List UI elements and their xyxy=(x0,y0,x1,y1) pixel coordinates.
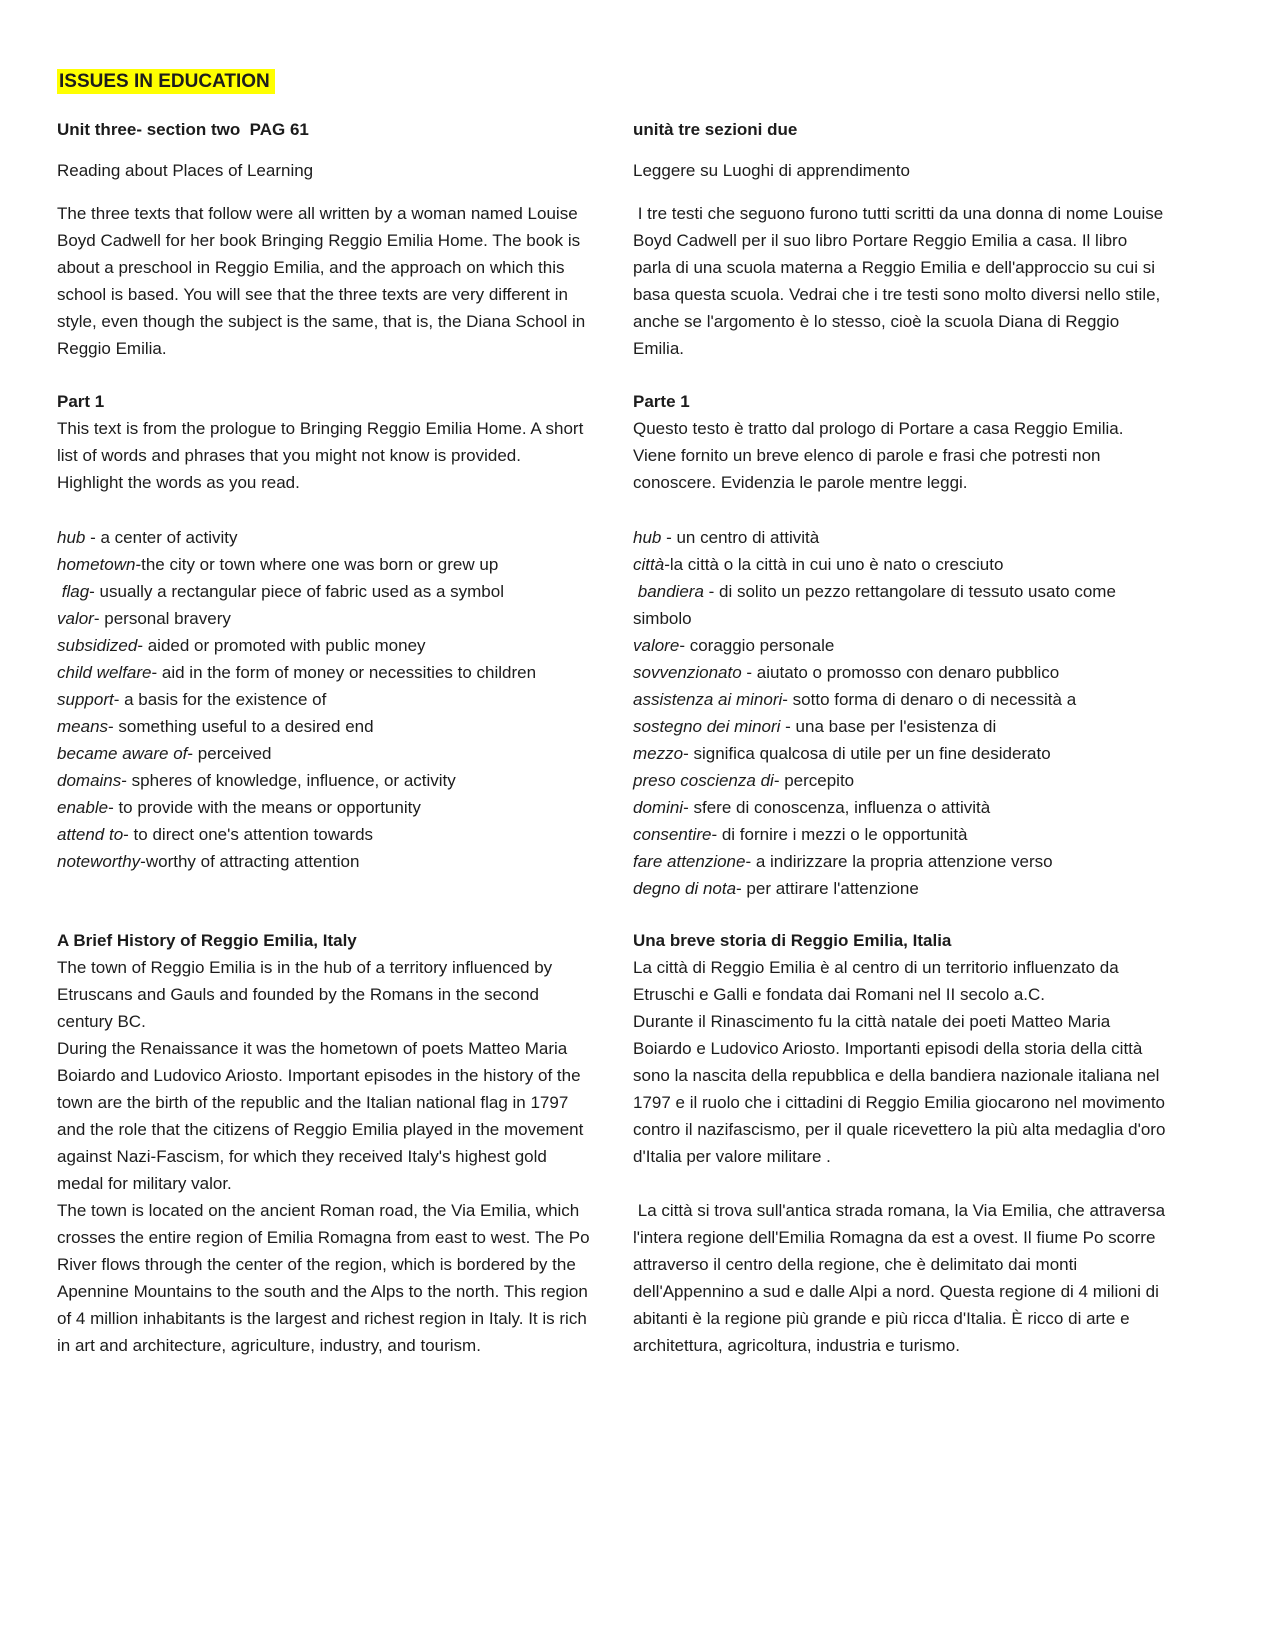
glossary-definition: - aid in the form of money or necessities to children xyxy=(151,663,537,682)
glossary-term: domains xyxy=(57,771,122,790)
glossary-definition: - a center of activity xyxy=(85,528,238,547)
intro-paragraph-english: The three texts that follow were all written by a woman named Louise Boyd Cadwell for her book Bringing Reggio Emilia Home. The book is about a preschool in Reggio Emilia, and the approach on which this school is based. You will see that the three texts are very different in style, even though the subject is the same, that is, the Diana School in Reggio Emilia. xyxy=(57,204,590,358)
glossary-item xyxy=(633,794,1166,821)
history-paragraph: The town of Reggio Emilia is in the hub of a territory influenced by Etruscans and Gauls and founded by the Romans in the second century BC. xyxy=(57,958,557,1031)
history-paragraph: La città di Reggio Emilia è al centro di un territorio influenzato da Etruschi e Galli e fondata dai Romani nel II secolo a.C. xyxy=(633,958,1124,1004)
glossary-definition: - aiutato o promosso con denaro pubblico xyxy=(741,663,1060,682)
glossary-definition: -la città o la città in cui uno è nato o cresciuto xyxy=(664,555,1004,574)
glossary-item xyxy=(57,524,590,551)
glossary-definition: - to direct one's attention towards xyxy=(123,825,374,844)
glossary-item xyxy=(57,848,590,875)
page-title: ISSUES IN EDUCATION xyxy=(57,69,275,94)
column-english xyxy=(57,68,595,1650)
glossary-item xyxy=(633,767,1166,794)
glossary-term: hometown xyxy=(57,555,136,574)
glossary-definition: - to provide with the means or opportunity xyxy=(108,798,421,817)
glossary-term: sovvenzionato xyxy=(633,663,742,682)
glossary-term: child welfare xyxy=(57,663,152,682)
glossary-item xyxy=(633,875,1166,902)
glossary-definition: - personal bravery xyxy=(93,609,231,628)
history-paragraph: During the Renaissance it was the hometown of poets Matteo Maria Boiardo and Ludovico Ariosto. Important episodes in the history of the town are the birth of the republic and the Italian national flag in 1797 and the role that the citizens of Reggio Emilia played in the movement against Nazi-Fascism, for which they received Italy's highest gold medal for military valor. xyxy=(57,1039,589,1193)
glossary-item xyxy=(57,605,590,632)
glossary-term: consentire xyxy=(633,825,712,844)
history-heading-italian: Una breve storia di Reggio Emilia, Italia xyxy=(633,931,952,950)
glossary-term: support xyxy=(57,690,114,709)
glossary-term: fare attenzione xyxy=(633,852,746,871)
glossary-item xyxy=(633,686,1166,713)
part1-heading-italian: Parte 1 xyxy=(633,392,690,411)
glossary-item xyxy=(57,713,590,740)
glossary-definition: - di solito un pezzo rettangolare di tessuto usato come simbolo xyxy=(633,582,1121,628)
glossary-item xyxy=(57,551,590,578)
glossary-list-italian xyxy=(633,524,1166,902)
glossary-definition: - aided or promoted with public money xyxy=(137,636,426,655)
glossary-definition: - una base per l'esistenza di xyxy=(780,717,997,736)
glossary-term: valore xyxy=(633,636,680,655)
history-paragraph: La città si trova sull'antica strada romana, la Via Emilia, che attraversa l'intera regione dell'Emilia Romagna da est a ovest. Il fiume Po scorre attraverso il centro della regione, che è delimitato dai monti dell'Appennino a sud e dalle Alpi a nord. Questa regione di 4 milioni di abitanti è la regione più grande e più ricca d'Italia. È ricco di arte e architettura, agricoltura, industria e turismo. xyxy=(633,1201,1170,1355)
history-paragraph: The town is located on the ancient Roman road, the Via Emilia, which crosses the entire region of Emilia Romagna from east to west. The Po River flows through the center of the region, which is bordered by the Apennine Mountains to the south and the Alps to the north. This region of 4 million inhabitants is the largest and richest region in Italy. It is rich in art and architecture, agriculture, industry, and tourism. xyxy=(57,1201,595,1355)
history-paragraph: Durante il Rinascimento fu la città natale dei poeti Matteo Maria Boiardo e Ludovico Ariosto. Importanti episodi della storia della città sono la nascita della repubblica e della bandiera nazionale italiana nel 1797 e il ruolo che i cittadini di Reggio Emilia giocarono nel movimento contro il nazifascismo, per il quale ricevettero la più alta medaglia d'oro d'Italia per valore militare . xyxy=(633,1012,1171,1166)
glossary-term: means xyxy=(57,717,109,736)
glossary-term: bandiera xyxy=(633,582,704,601)
glossary-definition: - per attirare l'attenzione xyxy=(736,879,919,898)
glossary-item xyxy=(57,821,590,848)
reading-subheading-english: Reading about Places of Learning xyxy=(57,161,314,180)
glossary-item xyxy=(633,551,1166,578)
glossary-term: preso coscienza di xyxy=(633,771,774,790)
glossary-item xyxy=(633,848,1166,875)
history-section-italian xyxy=(633,954,1171,1359)
unit-heading-english: Unit three- section two PAG 61 xyxy=(57,120,309,139)
part1-block-italian xyxy=(633,388,1166,496)
glossary-term: assistenza ai minori xyxy=(633,690,783,709)
glossary-definition: - perceived xyxy=(187,744,272,763)
part1-heading-english: Part 1 xyxy=(57,392,105,411)
glossary-item xyxy=(57,794,590,821)
glossary-item xyxy=(633,632,1166,659)
glossary-term: città xyxy=(633,555,665,574)
column-italian xyxy=(633,68,1171,1650)
part1-description-english: This text is from the prologue to Bringing Reggio Emilia Home. A short list of words and phrases that you might not know is provided. Highlight the words as you read. xyxy=(57,419,589,492)
glossary-term: enable xyxy=(57,798,109,817)
glossary-item xyxy=(57,686,590,713)
glossary-definition: -worthy of attracting attention xyxy=(140,852,360,871)
intro-paragraph-italian: I tre testi che seguono furono tutti scritti da una donna di nome Louise Boyd Cadwell per il suo libro Portare Reggio Emilia a casa. Il libro parla di una scuola materna a Reggio Emilia e dell'approccio su cui si basa questa scuola. Vedrai che i tre testi sono molto diversi nello stile, anche se l'argomento è lo stesso, cioè la scuola Diana di Reggio Emilia. xyxy=(633,204,1168,358)
glossary-definition: - di fornire i mezzi o le opportunità xyxy=(711,825,968,844)
glossary-term: flag xyxy=(57,582,90,601)
glossary-definition: - significa qualcosa di utile per un fine desiderato xyxy=(683,744,1051,763)
glossary-term: became aware of xyxy=(57,744,188,763)
glossary-term: valor xyxy=(57,609,94,628)
glossary-definition: - something useful to a desired end xyxy=(108,717,374,736)
glossary-item xyxy=(57,632,590,659)
title-row-spacer xyxy=(633,68,1166,98)
glossary-definition: - a indirizzare la propria attenzione verso xyxy=(745,852,1053,871)
glossary-term: attend to xyxy=(57,825,124,844)
glossary-item xyxy=(633,740,1166,767)
glossary-item xyxy=(633,713,1166,740)
history-heading-english: A Brief History of Reggio Emilia, Italy xyxy=(57,931,357,950)
glossary-definition: - percepito xyxy=(773,771,855,790)
glossary-definition: -the city or town where one was born or grew up xyxy=(135,555,499,574)
part1-description-italian: Questo testo è tratto dal prologo di Portare a casa Reggio Emilia. Viene fornito un breve elenco di parole e frasi che potresti non conoscere. Evidenzia le parole mentre leggi. xyxy=(633,419,1129,492)
glossary-definition: - spheres of knowledge, influence, or activity xyxy=(121,771,456,790)
unit-heading-italian: unità tre sezioni due xyxy=(633,120,798,139)
glossary-item xyxy=(57,740,590,767)
glossary-term: degno di nota xyxy=(633,879,737,898)
glossary-item xyxy=(57,578,590,605)
glossary-definition: - usually a rectangular piece of fabric used as a symbol xyxy=(89,582,504,601)
glossary-definition: - sfere di conoscenza, influenza o attività xyxy=(683,798,991,817)
glossary-term: mezzo xyxy=(633,744,684,763)
glossary-list-english xyxy=(57,524,590,875)
glossary-item xyxy=(57,659,590,686)
glossary-term: hub xyxy=(633,528,662,547)
glossary-term: subsidized xyxy=(57,636,138,655)
glossary-definition: - sotto forma di denaro o di necessità a xyxy=(782,690,1077,709)
part1-block-english xyxy=(57,388,590,496)
reading-subheading-italian: Leggere su Luoghi di apprendimento xyxy=(633,161,910,180)
glossary-term: noteworthy xyxy=(57,852,141,871)
glossary-term: domini xyxy=(633,798,684,817)
glossary-item xyxy=(633,578,1166,632)
glossary-term: sostegno dei minori xyxy=(633,717,781,736)
glossary-item xyxy=(633,821,1166,848)
history-section-english xyxy=(57,954,595,1359)
title-row xyxy=(57,68,590,98)
glossary-definition: - coraggio personale xyxy=(679,636,835,655)
glossary-item xyxy=(633,524,1166,551)
glossary-definition: - un centro di attività xyxy=(661,528,820,547)
glossary-item xyxy=(57,767,590,794)
glossary-item xyxy=(633,659,1166,686)
glossary-term: hub xyxy=(57,528,86,547)
glossary-definition: - a basis for the existence of xyxy=(113,690,327,709)
